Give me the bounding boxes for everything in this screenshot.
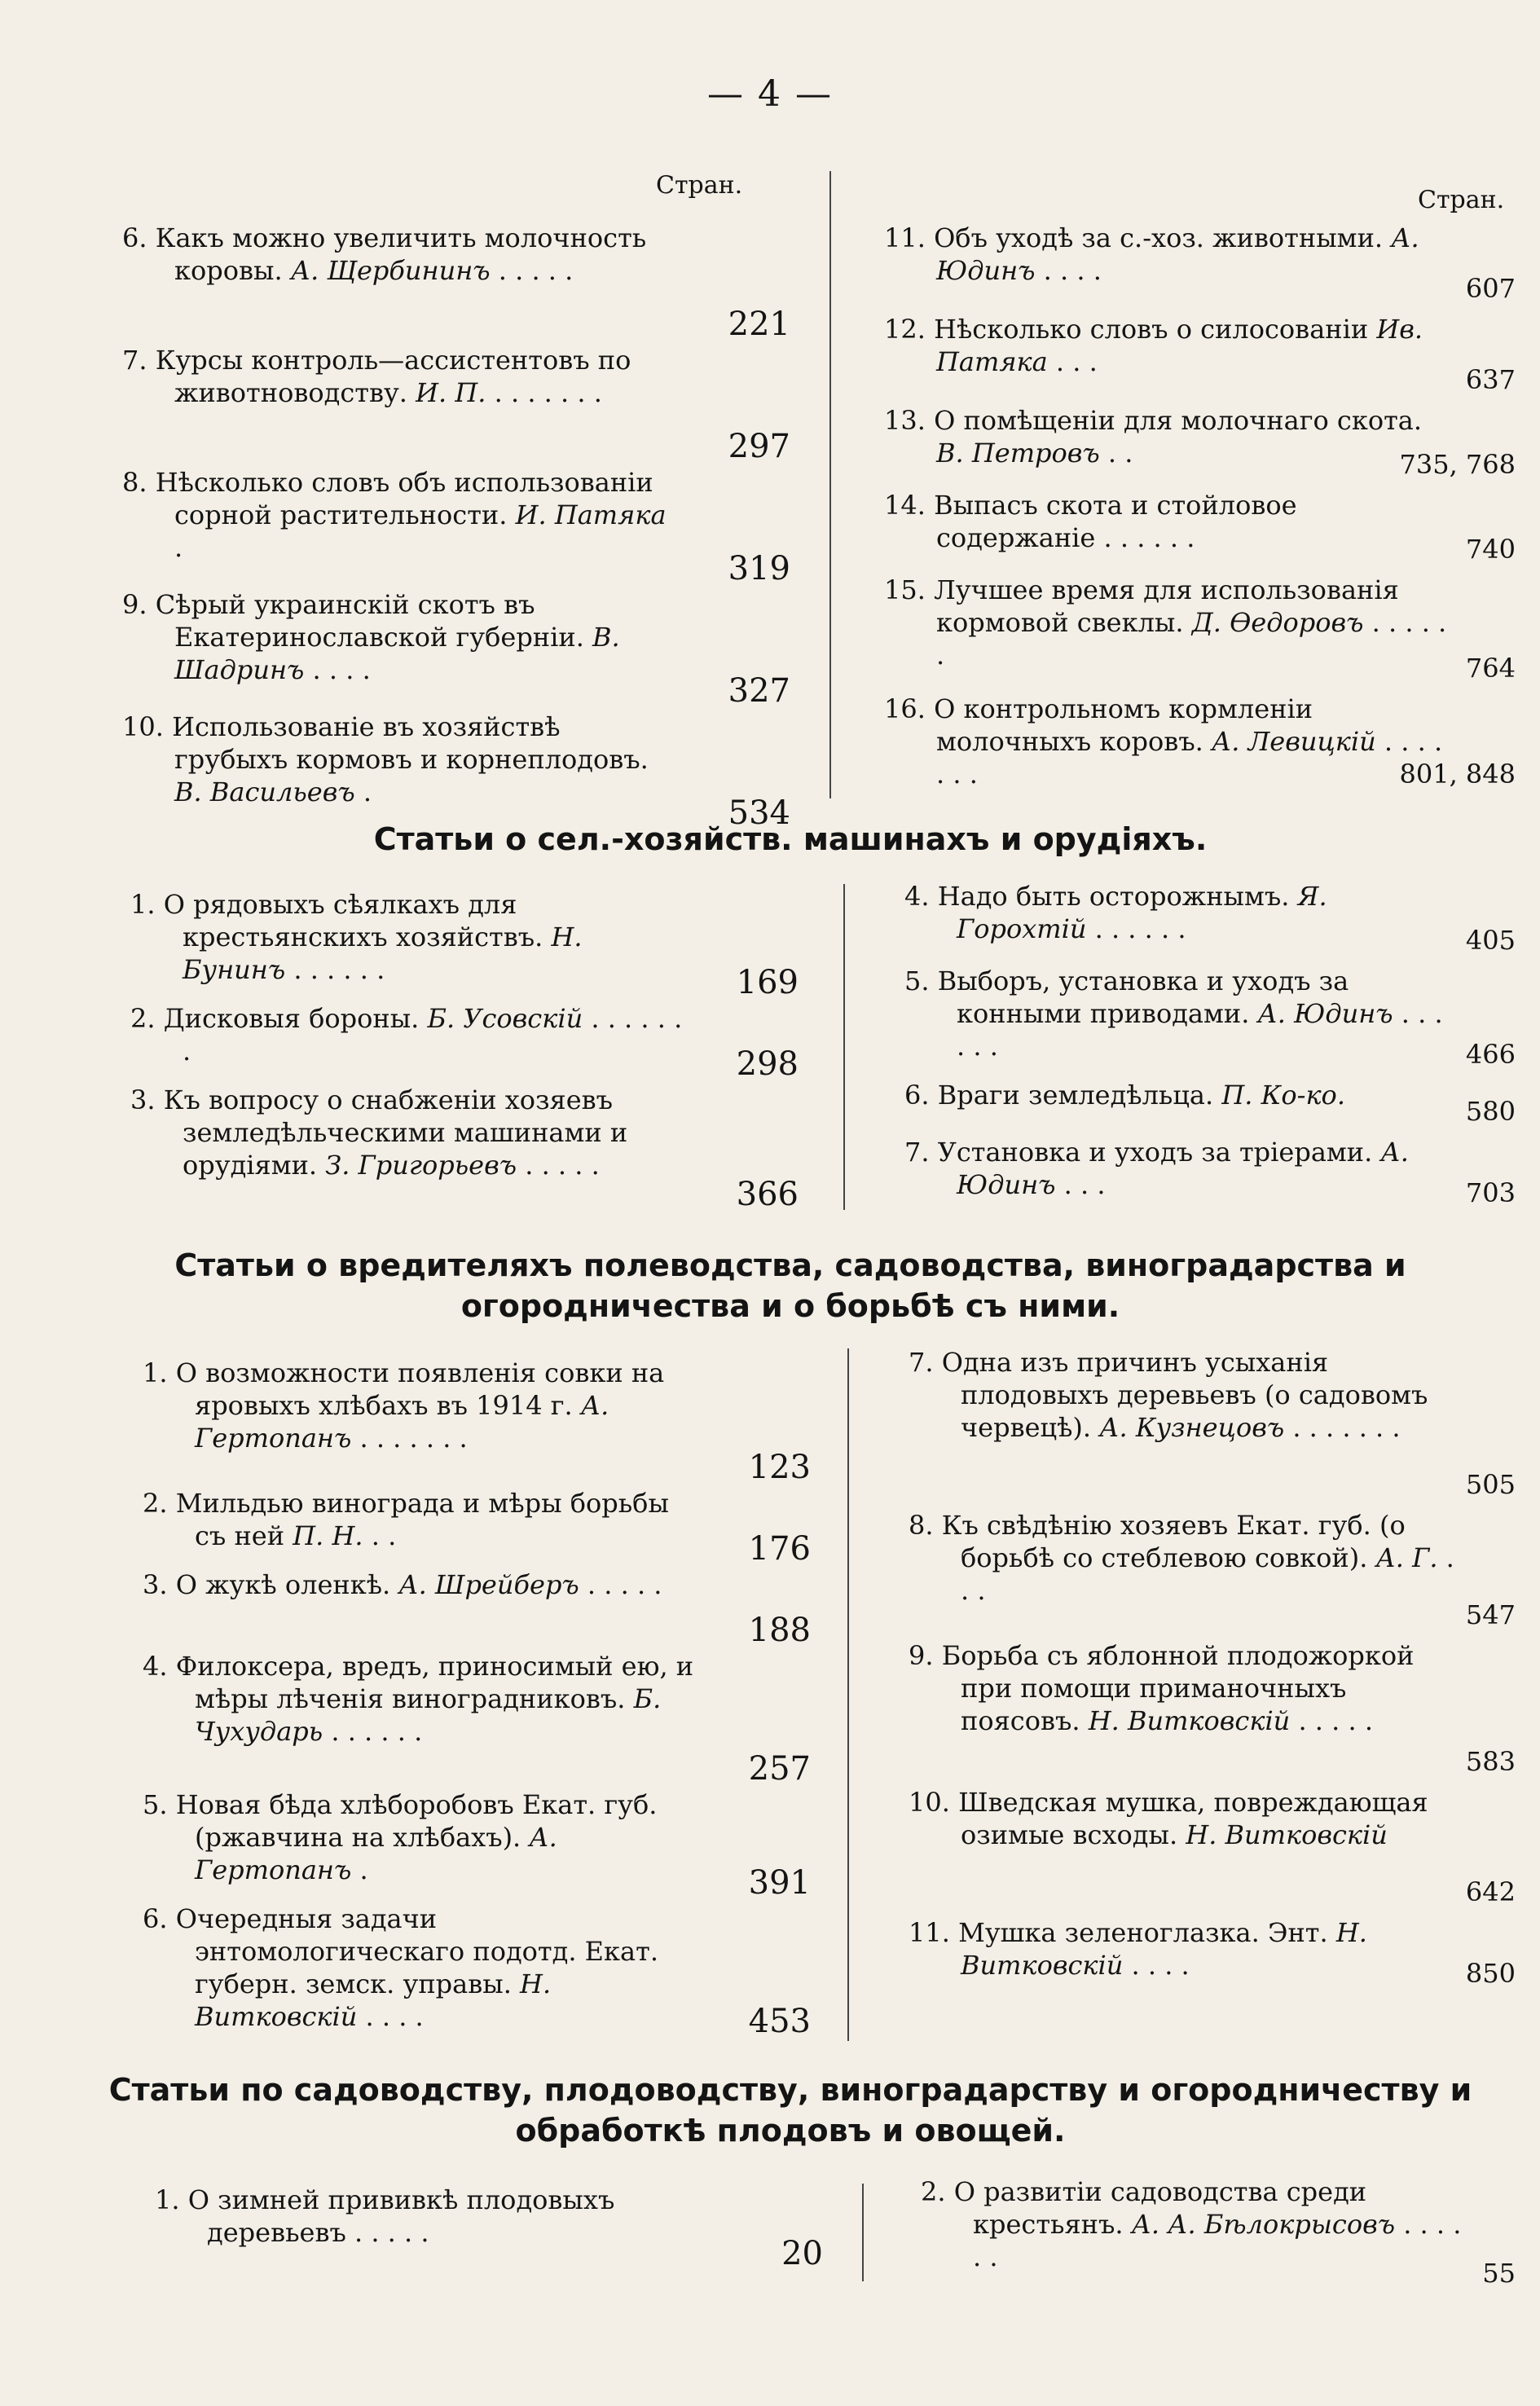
page-ref: 580 bbox=[1465, 1096, 1516, 1127]
list-item: 2. Дисковыя бороны. Б. Усовскій . . . . . . . 298 bbox=[130, 1003, 799, 1083]
page-number: — 4 — bbox=[707, 73, 833, 115]
page-ref: 257 bbox=[748, 1750, 811, 1788]
page-ref: 453 bbox=[748, 2003, 811, 2040]
section2-left-column bbox=[130, 888, 799, 1214]
page-ref: 505 bbox=[1465, 1469, 1516, 1500]
section-heading-pests: Статьи о вредителяхъ полеводства, садоводства, виноградарства и огородничества и о борьбѣ съ ними. bbox=[174, 1247, 1406, 1324]
list-item: 1. О рядовыхъ сѣялкахъ для крестьянскихъ хозяйствъ. Н. Бунинъ . . . . . . 169 bbox=[130, 889, 799, 1001]
list-item: 9. Сѣрый украинскій скотъ въ Екатеринославской губерніи. В. Шадринъ . . . . 327 bbox=[122, 589, 790, 710]
page-ref: 466 bbox=[1465, 1039, 1516, 1070]
page-ref: 169 bbox=[736, 964, 799, 1001]
list-item: 3. О жукѣ оленкѣ. А. Шрейберъ . . . . . 188 bbox=[143, 1569, 811, 1649]
section3-right-column bbox=[909, 1346, 1516, 1998]
page-ref: 391 bbox=[748, 1864, 811, 1902]
list-item: 14. Выпасъ скота и стойловое содержаніе . . . . . . 740 bbox=[884, 490, 1516, 565]
section4-right-column bbox=[921, 2175, 1516, 2298]
column-divider bbox=[829, 171, 831, 798]
list-item: 1. О зимней прививкѣ плодовыхъ деревьевъ . . . . . 20 bbox=[155, 2184, 823, 2272]
list-item: 11. Мушка зеленоглазка. Энт. Н. Витковскій . . . . 850 bbox=[909, 1917, 1516, 1989]
page-ref: 583 bbox=[1465, 1746, 1516, 1777]
list-item: 5. Новая бѣда хлѣборобовъ Екат. губ. (ржавчина на хлѣбахъ). А. Гертопанъ . 391 bbox=[143, 1789, 811, 1902]
page-ref: 534 bbox=[728, 794, 790, 832]
list-item: 7. Одна изъ причинъ усыханія плодовыхъ деревьевъ (о садовомъ червецѣ). А. Кузнецовъ . . . . . . . 505 bbox=[909, 1347, 1516, 1500]
page-ref: 703 bbox=[1465, 1177, 1516, 1208]
page-ref: 637 bbox=[1465, 364, 1516, 395]
list-item: 11. Объ уходѣ за с.-хоз. животными. А. Юдинъ . . . . 607 bbox=[884, 222, 1516, 304]
list-item: 1. О возможности появленія совки на яровыхъ хлѣбахъ въ 1914 г. А. Гертопанъ . . . . . . . 123 bbox=[143, 1357, 811, 1486]
list-item: 13. О помѣщеніи для молочнаго скота. В. Петровъ . . 735, 768 bbox=[884, 405, 1516, 480]
page-ref: 366 bbox=[736, 1176, 799, 1213]
page-ref: 327 bbox=[728, 672, 790, 710]
section-heading-machines: Статьи о сел.-хозяйств. машинахъ и орудіяхъ. bbox=[373, 821, 1208, 857]
page-ref: 123 bbox=[748, 1449, 811, 1486]
column-divider bbox=[843, 884, 845, 1210]
section1-right-column bbox=[884, 222, 1516, 798]
page-ref: 607 bbox=[1465, 273, 1516, 304]
list-item: 4. Надо быть осторожнымъ. Я. Горохтій . . . . . . 405 bbox=[904, 881, 1516, 956]
section2-right-column bbox=[904, 880, 1516, 1217]
list-item: 6. Очередныя задачи энтомологическаго подотд. Екат. губерн. земск. управы. Н. Витковскій . . . . 453 bbox=[143, 1903, 811, 2040]
list-item: 10. Использованіе въ хозяйствѣ грубыхъ кормовъ и корнеплодовъ. В. Васильевъ . 534 bbox=[122, 711, 790, 832]
page-ref: 20 bbox=[781, 2235, 823, 2272]
section-heading-gardening: Статьи по садоводству, плодоводству, виноградарству и огородничеству и обработкѣ плодовъ и овощей. bbox=[108, 2072, 1472, 2149]
page-ref: 405 bbox=[1465, 925, 1516, 956]
page-ref: 740 bbox=[1465, 534, 1516, 565]
list-item: 8. Къ свѣдѣнію хозяевъ Екат. губ. (о борьбѣ со стеблевою совкой). А. Г. . . . 547 bbox=[909, 1510, 1516, 1630]
page-ref: 319 bbox=[728, 550, 790, 587]
list-item: 12. Нѣсколько словъ о силосованіи Ив. Патяка . . . 637 bbox=[884, 314, 1516, 395]
column-header-right: Стран. bbox=[1418, 186, 1505, 214]
page-ref: 642 bbox=[1465, 1876, 1516, 1907]
page-ref: 297 bbox=[728, 428, 790, 465]
list-item: 5. Выборъ, установка и уходъ за конными приводами. А. Юдинъ . . . . . . 466 bbox=[904, 965, 1516, 1070]
page-ref: 188 bbox=[748, 1612, 811, 1649]
page-ref: 221 bbox=[728, 306, 790, 343]
page-ref: 801, 848 bbox=[1399, 759, 1516, 790]
list-item: 3. Къ вопросу о снабженіи хозяевъ земледѣльческими машинами и орудіями. З. Григорьевъ . . . . . 366 bbox=[130, 1084, 799, 1213]
page-ref: 547 bbox=[1465, 1599, 1516, 1630]
list-item: 2. О развитіи садоводства среди крестьянъ. А. А. Бѣлокрысовъ . . . . . . 55 bbox=[921, 2176, 1516, 2289]
list-item: 7. Курсы контроль—ассистентовъ по животноводству. И. П. . . . . . . . 297 bbox=[122, 345, 790, 465]
list-item: 8. Нѣсколько словъ объ использованіи сорной растительности. И. Патяка . 319 bbox=[122, 467, 790, 587]
page-ref: 764 bbox=[1465, 653, 1516, 684]
list-item: 9. Борьба съ яблонной плодожоркой при помощи приманочныхъ поясовъ. Н. Витковскій . . . . . 583 bbox=[909, 1640, 1516, 1777]
list-item: 10. Шведская мушка, повреждающая озимые всходы. Н. Витковскій 642 bbox=[909, 1787, 1516, 1907]
list-item: 2. Мильдью винограда и мѣры борьбы съ ней П. Н. . . 176 bbox=[143, 1488, 811, 1568]
list-item: 15. Лучшее время для использованія кормовой свеклы. Д. Ѳедоровъ . . . . . . 764 bbox=[884, 574, 1516, 684]
list-item: 6. Враги земледѣльца. П. Ко-ко. 580 bbox=[904, 1080, 1516, 1127]
page-ref: 176 bbox=[748, 1530, 811, 1568]
page-ref: 850 bbox=[1465, 1958, 1516, 1989]
page-ref: 298 bbox=[736, 1045, 799, 1083]
section3-left-column bbox=[143, 1357, 811, 2041]
page-ref: 55 bbox=[1482, 2258, 1516, 2289]
page-ref: 735, 768 bbox=[1399, 449, 1516, 480]
list-item: 6. Какъ можно увеличить молочность коровы. А. Щербининъ . . . . . 221 bbox=[122, 222, 790, 343]
section1-left-column bbox=[122, 222, 790, 833]
column-header-left: Стран. bbox=[656, 171, 743, 200]
list-item: 16. О контрольномъ кормленіи молочныхъ коровъ. А. Левицкій . . . . . . . 801, 848 bbox=[884, 693, 1516, 790]
list-item: 4. Филоксера, вредъ, приносимый ею, и мѣры лѣченія виноградниковъ. Б. Чухударь . . . . . . 257 bbox=[143, 1651, 811, 1788]
column-divider bbox=[862, 2184, 864, 2281]
section4-left-column bbox=[155, 2184, 823, 2273]
column-divider bbox=[847, 1348, 849, 2041]
list-item: 7. Установка и уходъ за тріерами. А. Юдинъ . . . 703 bbox=[904, 1137, 1516, 1208]
